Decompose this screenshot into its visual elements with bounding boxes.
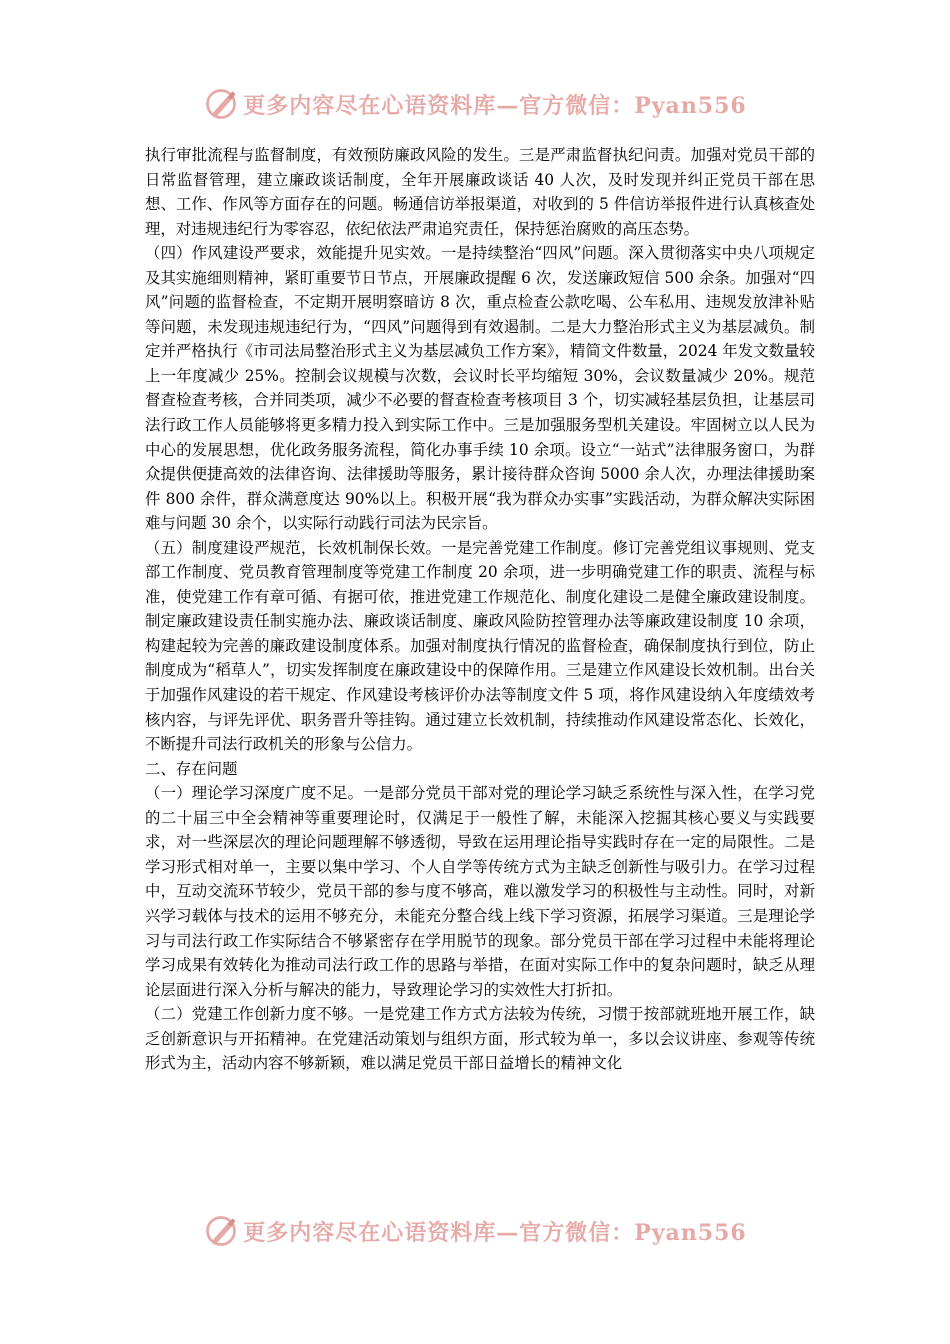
paragraph: （二）党建工作创新力度不够。一是党建工作方式方法较为传统，习惯于按部就班地开展工作，缺乏创新意识与开拓精神。在党建活动策划与组织方面，形式较为单一，多以会议讲座、参观等传统形式为主，活动内容不够新颖，难以满足党员干部日益增长的精神文化: [145, 1005, 815, 1073]
paragraph: （四）作风建设严要求，效能提升见实效。一是持续整治“四风”问题。深入贯彻落实中央八项规定及其实施细则精神，紧盯重要节日节点，开展廉政提醒 6 次，发送廉政短信 500 余条。加强对“四风”问题的监督检查，不定期开展明察暗访 8 次，重点检查公款吃喝、公车私用、违规发放津补贴等问题，未发现违规违纪行为，“四风”问题得到有效遏制。二是大力整治形式主义为基层减负。制定并严格执行《市司法局整治形式主义为基层减负工作方案》，精简文件数量，2024 年发文数量较上一年度减少 25%。控制会议规模与次数，会议时长平均缩短 30%，会议数量减少 20%。规范督查检查考核，合并同类项，减少不必要的督查检查考核项目 3 个，切实减轻基层负担，让基层司法行政工作人员能够将更多精力投入到实际工作中。三是加强服务型机关建设。牢固树立以人民为中心的发展思想，优化政务服务流程，简化办事手续 10 余项。设立“一站式”法律服务窗口，为群众提供便捷高效的法律咨询、法律援助等服务，累计接待群众咨询 5000 余人次，办理法律援助案件 800 余件，群众满意度达 90%以上。积极开展“我为群众办实事”实践活动，为群众解决实际困难与问题 30 余个，以实际行动践行司法为民宗旨。: [145, 244, 815, 533]
footer-watermark: [0, 1209, 950, 1253]
watermark-text: 更多内容尽在心语资料库—官方微信：Pyan556: [243, 1219, 747, 1246]
paragraph: （五）制度建设严规范，长效机制保长效。一是完善党建工作制度。修订完善党组议事规则、党支部工作制度、党员教育管理制度等党建工作制度 20 余项，进一步明确党建工作的职责、流程与标准，使党建工作有章可循、有据可依，推进党建工作规范化、制度化建设二是健全廉政建设制度。制定廉政建设责任制实施办法、廉政谈话制度、廉政风险防控管理办法等廉政建设制度 10 余项，构建起较为完善的廉政建设制度体系。加强对制度执行情况的监督检查，确保制度执行到位，防止制度成为“稻草人”，切实发挥制度在廉政建设中的保障作用。三是建立作风建设长效机制。出台关于加强作风建设的若干规定、作风建设考核评价办法等制度文件 5 项，将作风建设纳入年度绩效考核内容，与评先评优、职务晋升等挂钩。通过建立长效机制，持续推动作风建设常态化、长效化，不断提升司法行政机关的形象与公信力。: [145, 538, 815, 754]
pen-nib-icon: [203, 86, 239, 122]
document-body: [145, 143, 815, 1076]
watermark-text: 更多内容尽在心语资料库—官方微信：Pyan556: [243, 92, 747, 119]
paragraph: 执行审批流程与监督制度，有效预防廉政风险的发生。三是严肃监督执纪问责。加强对党员干部的日常监督管理，建立廉政谈话制度，全年开展廉政谈话 40 人次，及时发现并纠正党员干部在思想、工作、作风等方面存在的问题。畅通信访举报渠道，对收到的 5 件信访举报件进行认真核查处理，对违规违纪行为零容忍，依纪依法严肃追究责任，保持惩治腐败的高压态势。: [145, 146, 815, 238]
pen-nib-icon: [203, 1213, 239, 1249]
header-watermark: [0, 82, 950, 126]
section-heading: 二、存在问题: [145, 759, 238, 778]
paragraph: （一）理论学习深度广度不足。一是部分党员干部对党的理论学习缺乏系统性与深入性，在学习党的二十届三中全会精神等重要理论时，仅满足于一般性了解，未能深入挖掘其核心要义与实践要求，对一些深层次的理论问题理解不够透彻，导致在运用理论指导实践时存在一定的局限性。二是学习形式相对单一，主要以集中学习、个人自学等传统方式为主缺乏创新性与吸引力。在学习过程中，互动交流环节较少，党员干部的参与度不够高，难以激发学习的积极性与主动性。同时，对新兴学习载体与技术的运用不够充分，未能充分整合线上线下学习资源，拓展学习渠道。三是理论学习与司法行政工作实际结合不够紧密存在学用脱节的现象。部分党员干部在学习过程中未能将理论学习成果有效转化为推动司法行政工作的思路与举措，在面对实际工作中的复杂问题时，缺乏从理论层面进行深入分析与解决的能力，导致理论学习的实效性大打折扣。: [145, 784, 815, 999]
